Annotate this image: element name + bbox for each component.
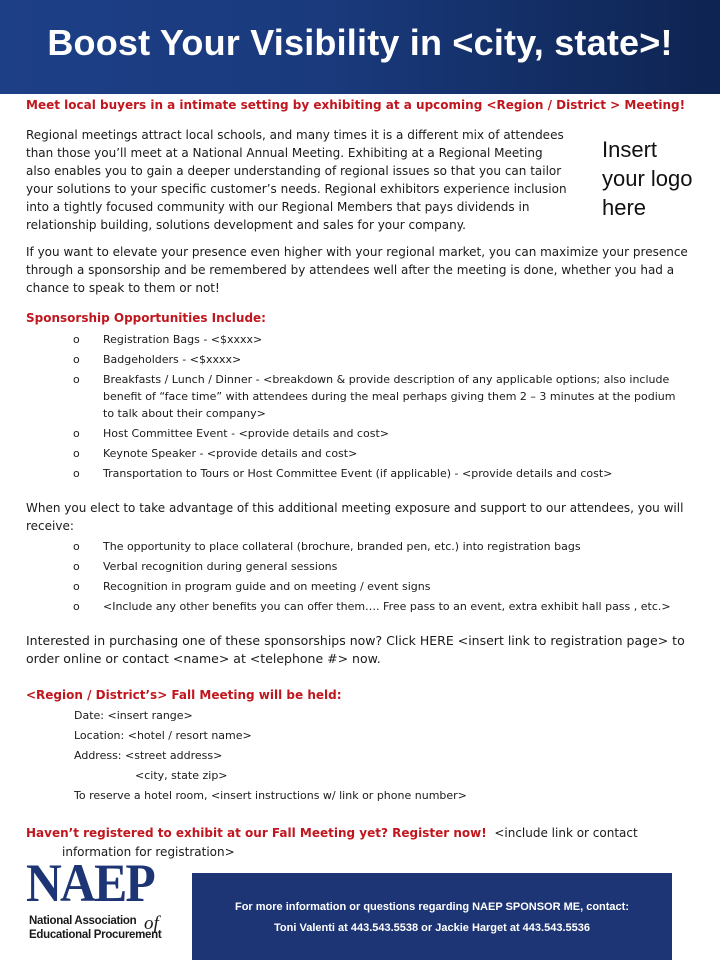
paragraph-line: through a sponsorship and be remembered by attendees well after the meeting is done, whether you had a (26, 263, 675, 277)
list-item (0, 331, 693, 348)
bullet-icon: o (73, 560, 80, 573)
bullet-icon: o (73, 353, 80, 366)
intro-paragraph (26, 126, 596, 234)
bullet-icon: o (73, 333, 80, 346)
register-callout-rest-line2: information for registration> (62, 845, 235, 859)
paragraph-line: relationship building, solutions development and sales for your company. (26, 218, 466, 232)
purchase-paragraph (26, 632, 716, 668)
list-item (0, 425, 693, 442)
list-item-text: benefit of “face time” with attendees during the meal perhaps giving them 2 – 3 minutes at the podium (103, 390, 676, 403)
footer-contact-band (192, 873, 672, 960)
bullet-icon: o (73, 467, 80, 480)
list-item (0, 538, 693, 555)
bullet-icon: o (73, 580, 80, 593)
bullet-icon: o (73, 427, 80, 440)
logo-placeholder-line: Insert (602, 137, 658, 162)
naep-logo-line1: National Association (29, 915, 137, 927)
list-item-text: Keynote Speaker - <provide details and cost> (103, 447, 358, 460)
list-item-text: The opportunity to place collateral (brochure, branded pen, etc.) into registration bags (103, 540, 581, 553)
list-item-text: to talk about their company> (103, 407, 266, 420)
bullet-icon: o (73, 373, 80, 386)
meeting-details (74, 706, 674, 806)
list-item-text: Breakfasts / Lunch / Dinner - <breakdown & provide description of any applicable options; also include (103, 373, 670, 386)
list-item-text: Verbal recognition during general sessions (103, 560, 338, 573)
register-callout-rest: <include link or contact (494, 826, 638, 840)
naep-logo-line2: Educational Procurement (29, 929, 162, 941)
paragraph-line: receive: (26, 519, 74, 533)
paragraph-line: Interested in purchasing one of these sponsorships now? Click HERE <insert link to registration page> to (26, 633, 685, 648)
page-title: Boost Your Visibility in <city, state>! (47, 22, 673, 63)
list-item (0, 445, 693, 462)
presence-paragraph (26, 243, 706, 297)
list-item (0, 598, 693, 615)
intro-headline: Meet local buyers in a intimate setting by exhibiting at a upcoming <Region / District > Meeting! (26, 98, 686, 112)
header-banner (0, 0, 720, 94)
paragraph-line: Regional meetings attract local schools, and many times it is a different mix of attendees (26, 128, 564, 142)
list-item-text: Transportation to Tours or Host Committee Event (if applicable) - <provide details and cost> (103, 467, 613, 480)
meeting-hotel-reservation: To reserve a hotel room, <insert instructions w/ link or phone number> (74, 789, 467, 802)
list-item (0, 578, 693, 595)
sponsorship-heading: Sponsorship Opportunities Include: (26, 311, 266, 325)
list-item-text: Registration Bags - <$xxxx> (103, 333, 263, 346)
bullet-icon: o (73, 600, 80, 613)
paragraph-line: your solutions to your specific customer’s needs. Regional exhibitors experience inclusion (26, 182, 567, 196)
sponsorship-list (0, 331, 693, 482)
list-item (0, 351, 693, 368)
naep-logo (26, 853, 171, 946)
naep-logo-of: of (144, 913, 159, 934)
meeting-address-city: <city, state zip> (135, 769, 228, 782)
register-callout-bold: Haven’t registered to exhibit at our Fall Meeting yet? Register now! (26, 826, 487, 840)
paragraph-line: than those you’ll meet at a National Annual Meeting. Exhibiting at a Regional Meeting (26, 146, 543, 160)
paragraph-line: also enables you to gain a deeper understanding of regional issues so that you can tailor (26, 164, 562, 178)
paragraph-line: If you want to elevate your presence even higher with your regional market, you can maximize your presence (26, 245, 688, 259)
naep-logo-acronym: NAEP (26, 853, 154, 913)
paragraph-line: chance to speak to them or not! (26, 281, 220, 295)
meeting-heading: <Region / District’s> Fall Meeting will be held: (26, 688, 342, 702)
bullet-icon: o (73, 447, 80, 460)
meeting-location: Location: <hotel / resort name> (74, 729, 252, 742)
list-item-text: Host Committee Event - <provide details and cost> (103, 427, 389, 440)
logo-placeholder (602, 135, 717, 222)
paragraph-line: into a tightly focused community with our Regional Members that pays dividends in (26, 200, 530, 214)
list-item-text: Recognition in program guide and on meeting / event signs (103, 580, 431, 593)
benefits-list (0, 538, 693, 615)
meeting-address: Address: <street address> (74, 749, 223, 762)
meeting-date: Date: <insert range> (74, 709, 193, 722)
footer-line1: For more information or questions regarding NAEP SPONSOR ME, contact: (234, 901, 629, 913)
bullet-icon: o (73, 540, 80, 553)
list-item (0, 558, 693, 575)
paragraph-line: order online or contact <name> at <telephone #> now. (26, 651, 381, 666)
list-item-text: <Include any other benefits you can offer them…. Free pass to an event, extra exhibit hall pass , etc.> (103, 600, 671, 613)
list-item (0, 371, 693, 422)
benefits-intro (26, 499, 706, 535)
paragraph-line: When you elect to take advantage of this additional meeting exposure and support to our attendees, you will (26, 501, 684, 515)
list-item-text: Badgeholders - <$xxxx> (103, 353, 242, 366)
logo-placeholder-line: here (602, 195, 647, 220)
logo-placeholder-line: your logo (602, 166, 693, 191)
footer-line2: Toni Valenti at 443.543.5538 or Jackie Harget at 443.543.5536 (274, 922, 590, 934)
list-item (0, 465, 693, 482)
